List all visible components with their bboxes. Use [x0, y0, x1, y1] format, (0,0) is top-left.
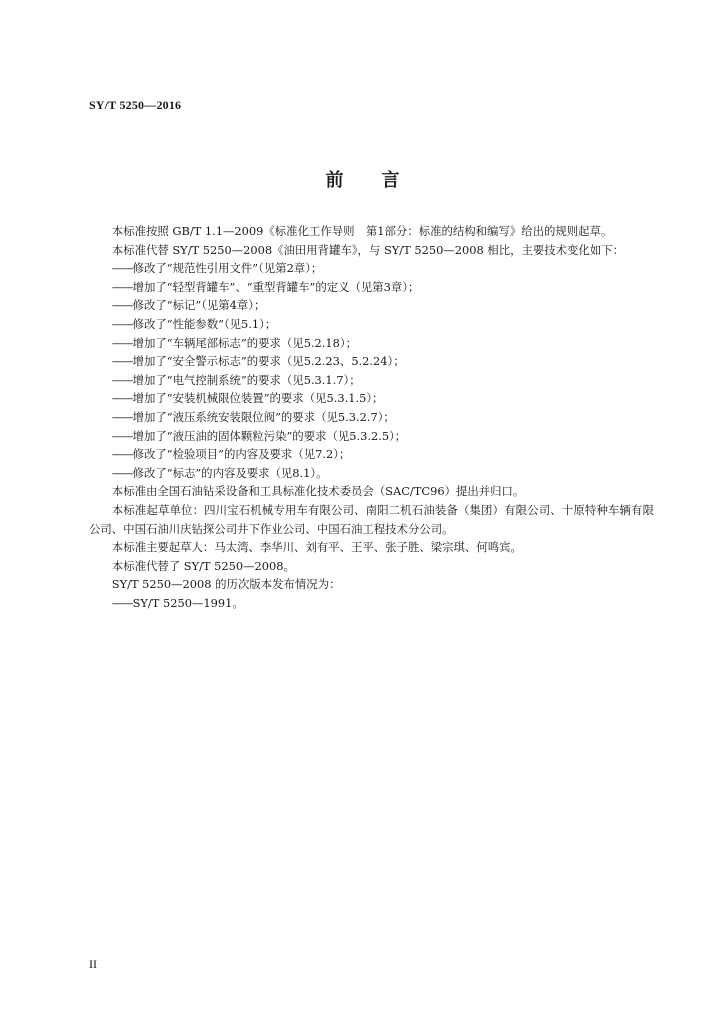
drafters-paragraph: 本标准主要起草人：马太湾、李华川、刘有平、王平、张子胜、梁宗琪、何鸣宾。	[111, 540, 522, 555]
change-item-2	[89, 278, 654, 297]
history-text: SY/T 5250—1991。	[132, 595, 244, 610]
change-text: 修改了“标志”的内容及要求（见8.1）。	[132, 465, 328, 480]
change-text: 增加了“电气控制系统”的要求（见5.3.1.7）；	[132, 372, 361, 387]
dash: ——	[111, 298, 133, 313]
dash: ——	[111, 354, 133, 369]
drafting-units-paragraph: 本标准起草单位：四川宝石机械专用车有限公司、南阳二机石油装备（集团）有限公司、十原特种车辆有限公司、中国石油川庆钻探公司井下作业公司、中国石油工程技术分公司。	[89, 502, 654, 536]
dash: ——	[111, 447, 133, 462]
dash: ——	[111, 428, 133, 443]
dash: ——	[111, 372, 133, 387]
changes-list	[89, 259, 654, 482]
change-text: 修改了“检验项目”的内容及要求（见7.2）；	[132, 447, 351, 462]
intro-paragraph-1: 本标准按照 GB/T 1.1—2009《标准化工作导则 第1部分：标准的结构和编写》给出的规则起草。	[111, 224, 613, 238]
history-paragraph: SY/T 5250—2008 的历次版本发布情况为：	[111, 577, 341, 592]
change-item-8	[89, 389, 654, 408]
change-text: 增加了“轻型背罐车”、“重型背罐车”的定义（见第3章）；	[132, 279, 420, 294]
dash: ——	[111, 595, 133, 610]
change-text: 修改了“规范性引用文件”（见第2章）；	[132, 261, 323, 276]
dash: ——	[111, 279, 133, 294]
change-item-6	[89, 352, 654, 371]
document-body	[89, 222, 654, 612]
history-item	[89, 594, 654, 613]
change-item-1	[89, 259, 654, 278]
change-text: 修改了“性能参数”（见5.1）；	[132, 316, 277, 331]
dash: ——	[111, 465, 133, 480]
dash: ——	[111, 391, 133, 406]
change-item-4	[89, 315, 654, 334]
change-item-11	[89, 445, 654, 464]
change-item-5	[89, 334, 654, 353]
intro-paragraph-2: 本标准代替 SY/T 5250—2008《油田用背罐车》，与 SY/T 5250—2008 相比，主要技术变化如下：	[111, 242, 624, 257]
change-text: 修改了“标记”（见第4章）；	[132, 298, 266, 313]
change-item-7	[89, 371, 654, 390]
change-text: 增加了“安全警示标志”的要求（见5.2.23、5.2.24）；	[132, 354, 405, 369]
change-item-9	[89, 408, 654, 427]
change-text: 增加了“车辆尾部标志”的要求（见5.2.18）；	[132, 335, 358, 350]
dash: ——	[111, 409, 133, 424]
dash: ——	[111, 335, 133, 350]
change-item-12	[89, 464, 654, 483]
dash: ——	[111, 316, 133, 331]
change-text: 增加了“液压油的固体颗粒污染”的要求（见5.3.2.5）；	[132, 428, 407, 443]
title-char-2: 言	[381, 170, 400, 191]
standard-code: SY/T 5250—2016	[89, 98, 182, 112]
title-char-1: 前	[325, 170, 344, 191]
proposer-paragraph: 本标准由全国石油钻采设备和工具标准化技术委员会（SAC/TC96）提出并归口。	[111, 484, 525, 499]
page-title	[0, 166, 725, 192]
change-text: 增加了“液压系统安装限位阀”的要求（见5.3.2.7）；	[132, 409, 395, 424]
change-text: 增加了“安装机械限位装置”的要求（见5.3.1.5）；	[132, 391, 384, 406]
change-item-3	[89, 296, 654, 315]
page-number: II	[89, 957, 97, 971]
change-item-10	[89, 427, 654, 446]
dash: ——	[111, 261, 133, 276]
replaces-paragraph: 本标准代替了 SY/T 5250—2008。	[111, 558, 295, 573]
